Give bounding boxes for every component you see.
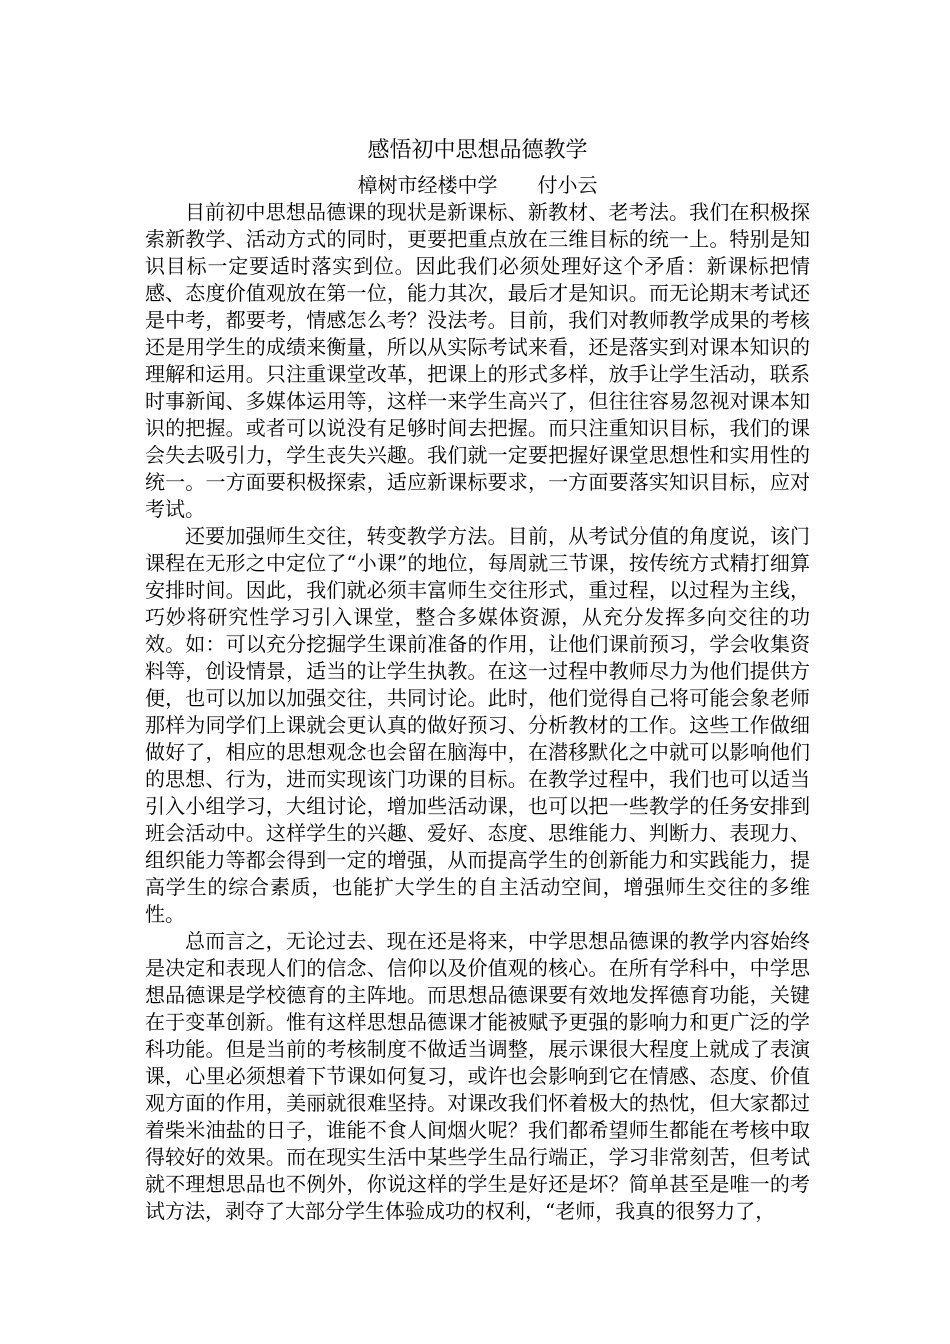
- document-title: 感悟初中思想品德教学: [367, 138, 588, 163]
- paragraph-3: 总而言之，无论过去、现在还是将来，中学思想品德课的教学内容始终是决定和表现人们的信念、信仰以及价值观的核心。在所有学科中，中学思想品德课是学校德育的主阵地。而思想品德课要有效地发挥德育功能，关键在于变革创新。惟有这样思想品德课才能被赋予更强的影响力和更广泛的学科功能。但是当前的考核制度不做适当调整，展示课很大程度上就成了表演课，心里必须想着下节课如何复习，或许也会影响到它在情感、态度、价值观方面的作用，美丽就很难坚持。对课改我们怀着极大的热忱，但大家都过着柴米油盐的日子，谁能不食人间烟火呢？我们都希望师生都能在考核中取得较好的效果。而在现实生活中某些学生品行端正，学习非常刻苦，但考试就不理想思品也不例外，你说这样的学生是好还是坏？简单甚至是唯一的考试方法，剥夺了大部分学生体验成功的权利，“老师，我真的很努力了，: [145, 929, 810, 1223]
- author-line: 樟树市经楼中学 付小云: [357, 173, 598, 197]
- paragraph-2: 还要加强师生交往，转变教学方法。目前，从考试分值的角度说，该门课程在无形之中定位了“小课”的地位，每周就三节课，按传统方式精打细算安排时间。因此，我们就必须丰富师生交往形式，重过程，以过程为主线，巧妙将研究性学习引入课堂，整合多媒体资源，从充分发挥多向交往的功效。如：可以充分挖掘学生课前准备的作用，让他们课前预习，学会收集资料等，创设情景，适当的让学生执教。在这一过程中教师尽力为他们提供方便，也可以加以加强交往，共同讨论。此时，他们觉得自己将可能会象老师那样为同学们上课就会更认真的做好预习、分析教材的工作。这些工作做细做好了，相应的思想观念也会留在脑海中，在潜移默化之中就可以影响他们的思想、行为，进而实现该门功课的目标。在教学过程中，我们也可以适当引入小组学习，大组讨论，增加些活动课，也可以把一些教学的任务安排到班会活动中。这样学生的兴趣、爱好、态度、思维能力、判断力、表现力、组织能力等都会得到一定的增强，从而提高学生的创新能力和实践能力，提高学生的综合素质，也能扩大学生的自主活动空间，增强师生交往的多维性。: [145, 524, 810, 926]
- paragraph-1: 目前初中思想品德课的现状是新课标、新教材、老考法。我们在积极探索新教学、活动方式的同时，更要把重点放在三维目标的统一上。特别是知识目标一定要适时落实到位。因此我们必须处理好这个矛盾：新课标把情感、态度价值观放在第一位，能力其次，最后才是知识。而无论期末考试还是中考，都要考，情感怎么考？没法考。目前，我们对教师教学成果的考核还是用学生的成绩来衡量，所以从实际考试来看，还是落实到对课本知识的理解和运用。只注重课堂改革，把课上的形式多样，放手让学生活动，联系时事新闻、多媒体运用等，这样一来学生高兴了，但往往容易忽视对课本知识的把握。或者可以说没有足够时间去把握。而只注重知识目标，我们的课会失去吸引力，学生丧失兴趣。我们就一定要把握好课堂思想性和实用性的统一。一方面要积极探索，适应新课标要求，一方面要落实知识目标，应对考试。: [145, 200, 810, 521]
- document-body: [145, 134, 810, 1225]
